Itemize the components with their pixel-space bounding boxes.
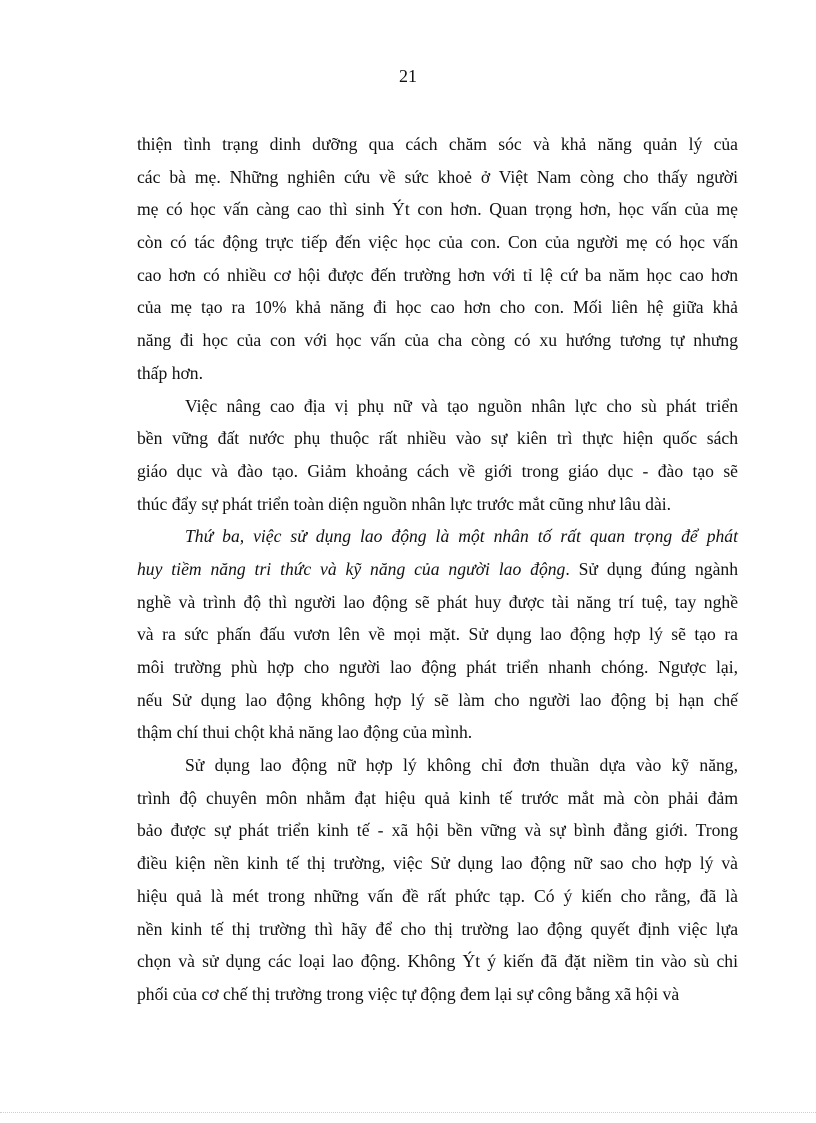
text-line: mẹ có học vấn càng cao thì sinh Ýt con hơn. Quan trọng hơn, học vấn của mẹ (137, 199, 738, 220)
text-line: trình độ chuyên môn nhằm đạt hiệu quả kinh tế trước mắt mà còn phải đảm (137, 787, 738, 808)
text-line: thiện tình trạng dinh dưỡng qua cách chăm sóc và khả năng quản lý của (137, 134, 738, 154)
text-line: phối của cơ chế thị trường trong việc tự động đem lại sự công bằng xã hội và (137, 983, 680, 1004)
text-span: . Sử dụng đúng ngành (565, 558, 738, 579)
text-line: năng đi học của con với học vấn của cha còng có xu hướng tương tự nhưng (137, 330, 738, 351)
text-line: nếu Sử dụng lao động không hợp lý sẽ làm cho người lao động bị hạn chế (137, 689, 738, 710)
text-line: thấp hơn. (137, 362, 203, 383)
body-text (137, 128, 738, 1011)
text-line: điều kiện nền kinh tế thị trường, việc Sử dụng lao động nữ sao cho hợp lý và (137, 853, 738, 874)
text-line: hiệu quả là mét trong những vấn đề rất phức tạp. Có ý kiến cho rằng, đã là (137, 885, 738, 906)
paragraph-first-line: Thứ ba, việc sử dụng lao động là một nhân tố rất quan trọng để phát (185, 526, 738, 547)
italic-phrase: huy tiềm năng tri thức và kỹ năng của người lao động (137, 558, 566, 579)
text-line: và ra sức phấn đấu vươn lên về mọi mặt. Sử dụng lao động hợp lý sẽ tạo ra (137, 624, 738, 645)
text-line: chọn và sử dụng các loại lao động. Không Ýt ý kiến đã đặt niềm tin vào sù chi (137, 951, 738, 972)
text-line: bền vững đất nước phụ thuộc rất nhiều vào sự kiên trì thực hiện quốc sách (137, 428, 738, 449)
text-line: nền kinh tế thị trường thì hãy để cho thị trường lao động quyết định việc lựa (137, 918, 738, 939)
page-bottom-rule (0, 1112, 816, 1113)
text-line: thúc đẩy sự phát triển toàn diện nguồn nhân lực trước mắt cũng như lâu dài. (137, 493, 672, 514)
text-line: còn có tác động trực tiếp đến việc học của con. Con của người mẹ có học vấn (137, 232, 738, 253)
page-number: 21 (399, 66, 417, 86)
paragraph-first-line: Việc nâng cao địa vị phụ nữ và tạo nguồn nhân lực cho sù phát triển (185, 395, 738, 416)
text-line: môi trường phù hợp cho người lao động phát triển nhanh chóng. Ngược lại, (137, 657, 738, 677)
paragraph-first-line: Sử dụng lao động nữ hợp lý không chỉ đơn thuần dựa vào kỹ năng, (185, 755, 738, 776)
text-line: của mẹ tạo ra 10% khả năng đi học cao hơn cho con. Mối liên hệ giữa khả (137, 297, 738, 318)
text-line: bảo được sự phát triển kinh tế - xã hội bền vững và sự bình đẳng giới. Trong (137, 820, 738, 841)
text-line-mixed (137, 553, 738, 586)
text-line: nghề và trình độ thì người lao động sẽ phát huy được tài năng trí tuệ, tay nghề (137, 591, 738, 612)
text-line: thậm chí thui chột khả năng lao động của mình. (137, 722, 473, 743)
text-line: cao hơn có nhiều cơ hội được đến trường hơn với tỉ lệ cứ ba năm học cao hơn (137, 264, 738, 285)
text-line: các bà mẹ. Những nghiên cứu về sức khoẻ ở Việt Nam còng cho thấy người (137, 166, 738, 187)
text-line: giáo dục và đào tạo. Giảm khoảng cách về giới trong giáo dục - đào tạo sẽ (137, 460, 738, 481)
